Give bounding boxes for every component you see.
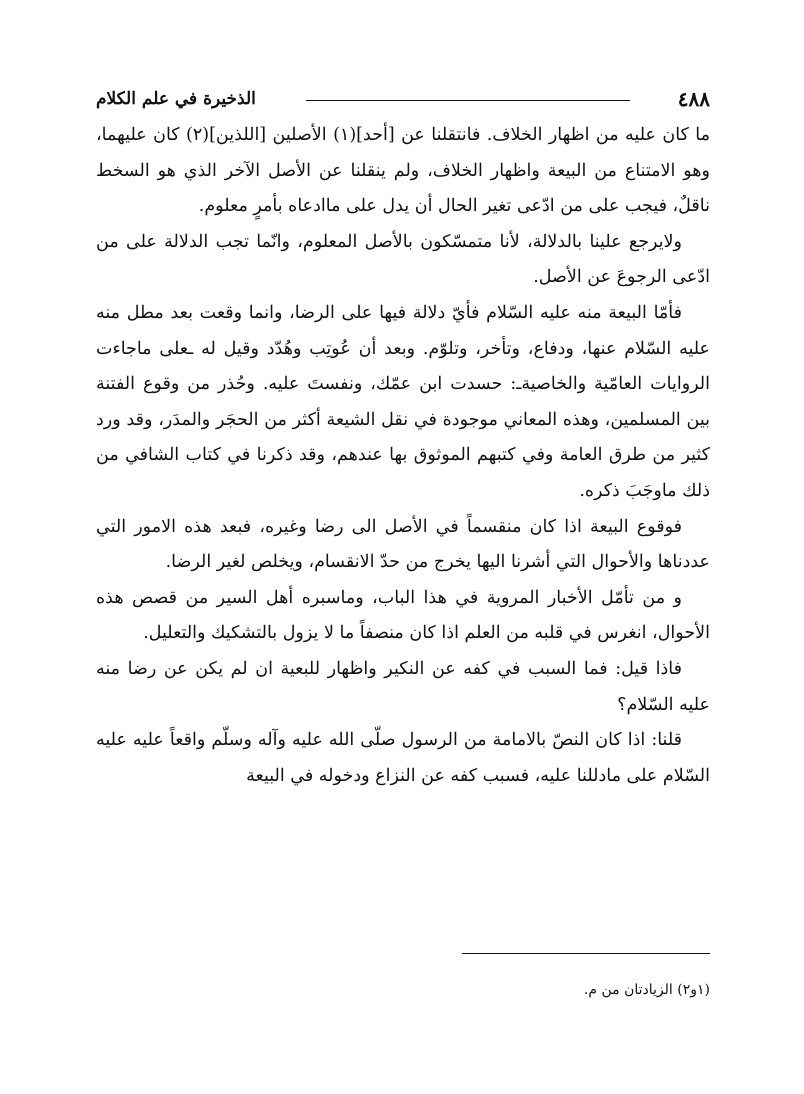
running-title: الذخيرة في علم الكلام <box>96 89 256 109</box>
paragraph: قلنا: اذا كان النصّ بالامامة من الرسول صلّى الله عليه وآله وسلّم واقعاً عليه عليه السّلام على مادللنا عليه، فسبب كفه عن النزاع ودخوله في البيعة <box>96 730 710 786</box>
footnote-rule <box>462 953 710 954</box>
paragraph: و من تأمّل الأخبار المروية في هذا الباب، وماسبره أهل السير من قصص هذه الأحوال، انغرس في قلبه من العلم اذا كان منصفاً ما لا يزول بالتشكيك والتعليل. <box>96 587 710 644</box>
paragraph: ولايرجع علينا بالدلالة، لأنا متمسّكون بالأصل المعلوم، وانّما تجب الدلالة على من ادّعى الرجوعَ عن الأصل. <box>96 231 710 288</box>
paragraph: ما كان عليه من اظهار الخلاف. فانتقلنا عن [أحد](١) الأصلين [اللذين](٢) كان عليهما، وهو الامتناع من البيعة واظهار الخلاف، ولم ينقلنا عن الأصل الآخر الذي هو السخط ناقلٌ، فيجب على من ادّعى تغير الحال أن يدل على ماادعاه بأمرٍ معلوم. <box>96 125 710 217</box>
paragraph: فأمّا البيعة منه عليه السّلام فأيّ دلالة فيها على الرضا، وانما وقعت بعد مطل منه عليه السّلام عنها، ودفاع، وتأخر، وتلوّم. وبعد أن عُوتِب وهُدّد وقيل له ـعلى ماجاءت الروايات العامّية والخاصيةـ: حسدت ابن عمّك، ونفستَ عليه. وحُذر من وقوع الفتنة بين المسلمين، وهذه المعاني موجودة في نقل الشيعة أكثر من الحجَر والمدَر، وقد ورد كثير من طرق العامة وفي كتبهم الموثوق بها عندهم، وقد ذكرنا في كتاب الشافي من ذلك ماوجَبَ ذكره. <box>96 302 710 501</box>
footnote: (١و٢) الزيادتان من م. <box>583 982 710 998</box>
paragraph: فاذا قيل: فما السبب في كفه عن النكير واظهار للبعية ان لم يكن عن رضا منه عليه السّلام؟ <box>96 658 710 715</box>
page-number: ٤٨٨ <box>677 87 710 111</box>
page-header <box>96 84 710 114</box>
paragraph: فوقوع البيعة اذا كان منقسماً في الأصل الى رضا وغيره، فبعد هذه الامور التي عددناها والأحوال التي أشرنا اليها يخرج من حدّ الانقسام، ويخلص لغير الرضا. <box>96 516 710 573</box>
header-rule <box>306 100 630 101</box>
body-text <box>96 118 710 794</box>
